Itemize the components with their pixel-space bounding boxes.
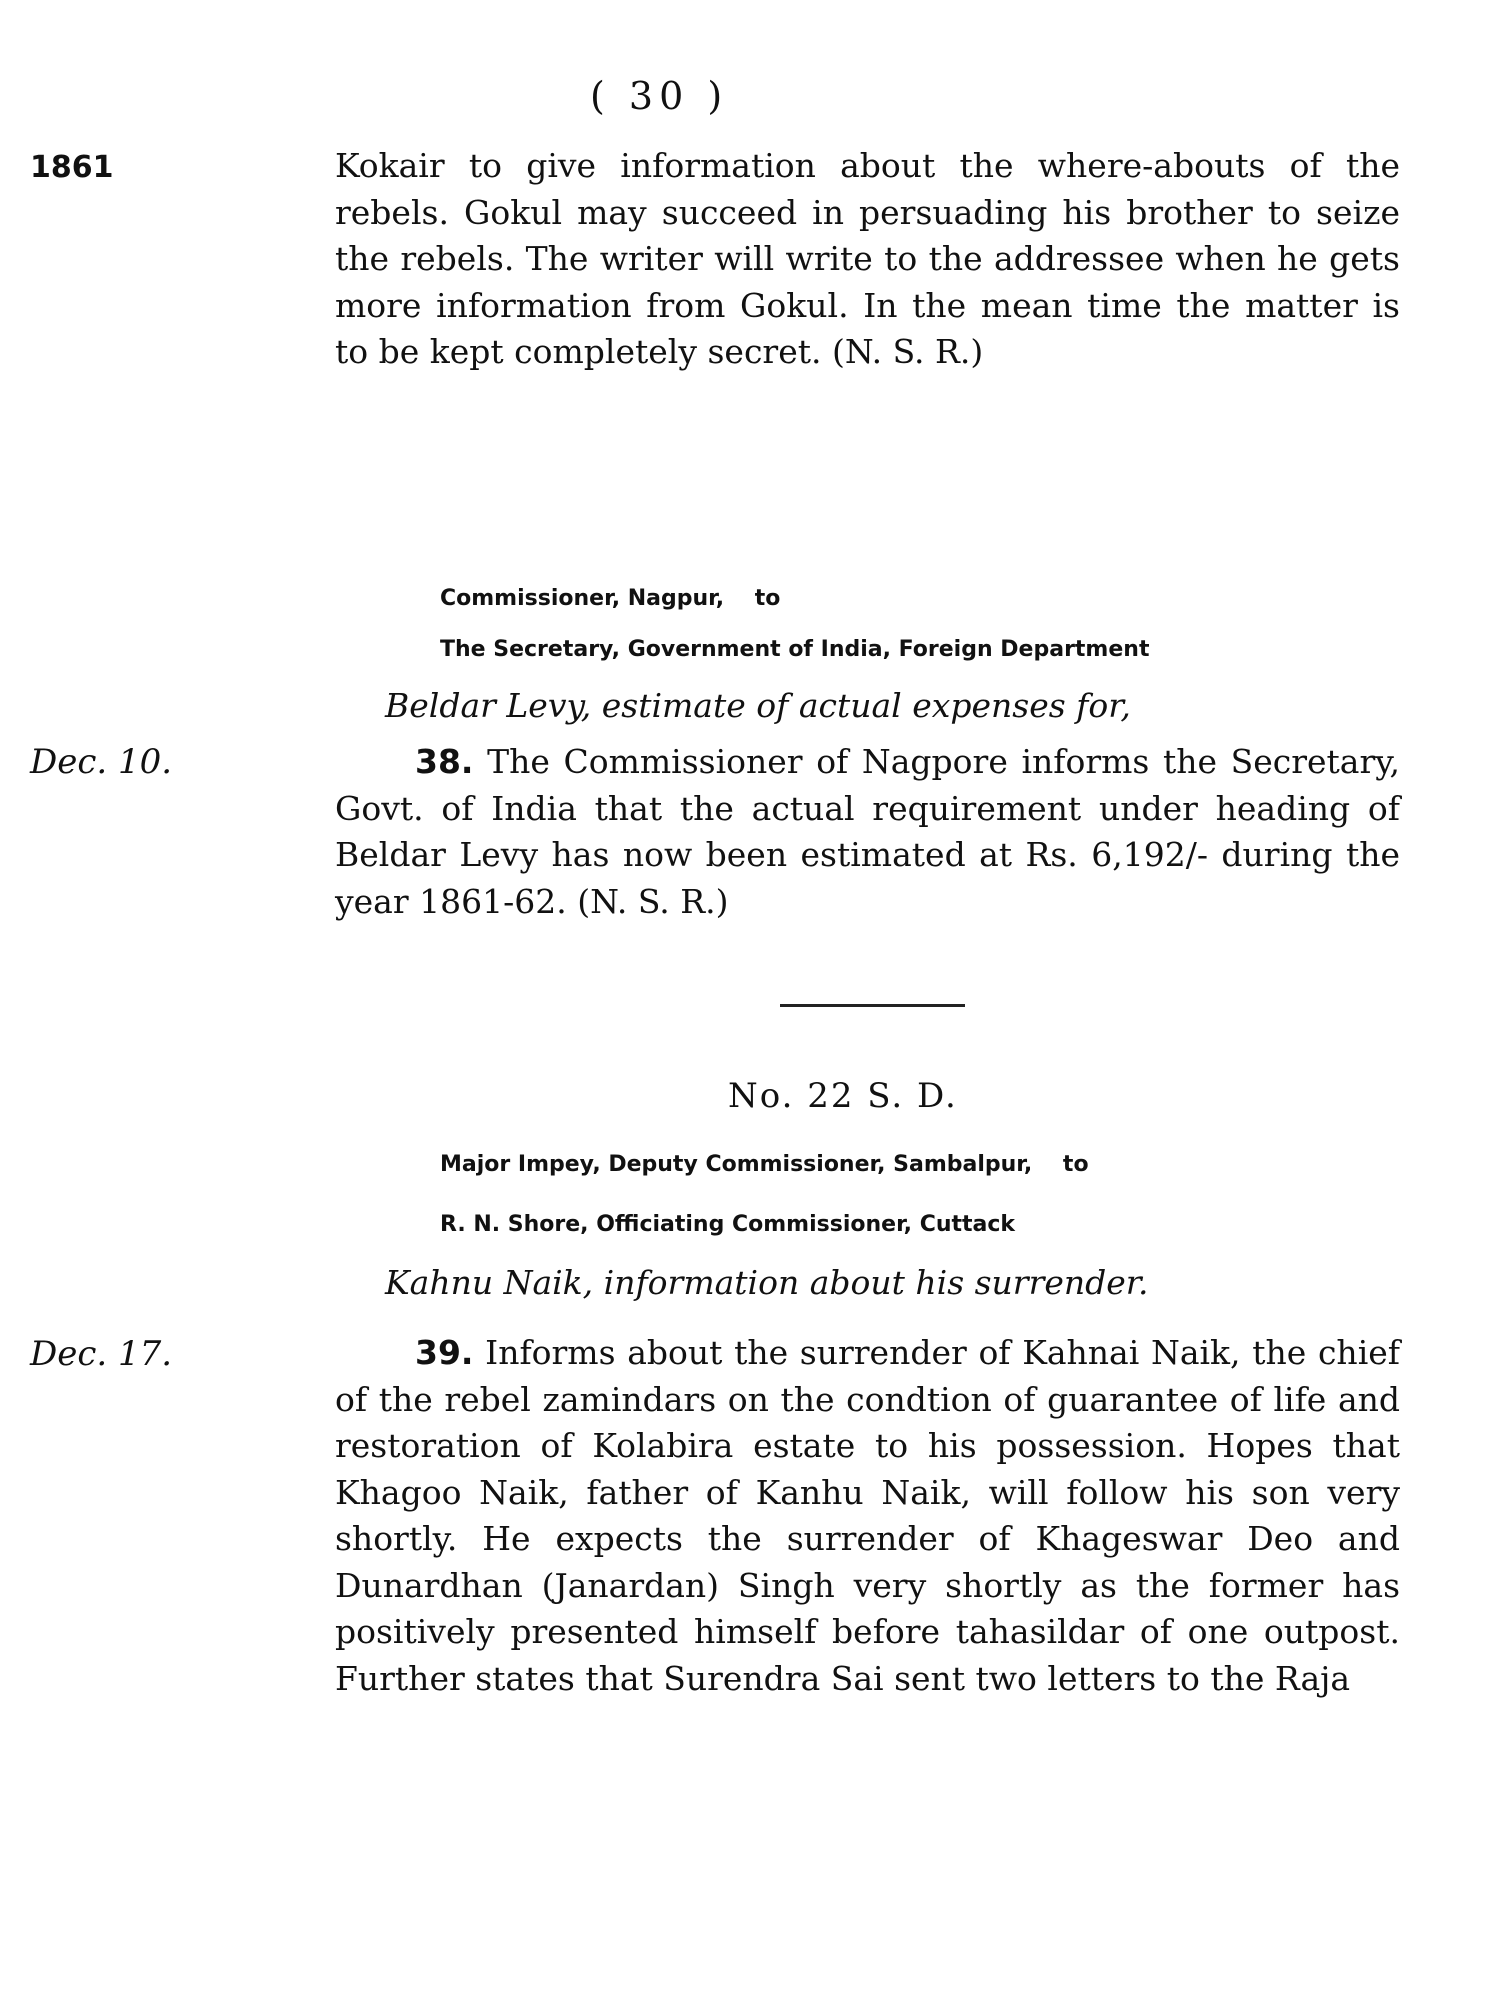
letter-38-body bbox=[335, 739, 1400, 925]
letter-39-body bbox=[335, 1330, 1400, 1702]
letter-38-from-name: Commissioner, Nagpur, bbox=[440, 586, 725, 611]
letter-39-from bbox=[440, 1152, 1089, 1177]
letter-39-text: Informs about the surrender of Kahnai Naik, the chief of the rebel zamindars on the condtion of guarantee of life and restoration of Kolabira estate to his possession. Hopes that Khagoo Naik, father of Kanhu Naik, will follow his son very shortly. He expects the surrender of Khageswar Deo and Dunardhan (Janardan) Singh very shortly as the former has positively presented himself before tahasildar of one outpost. Further states that Surendra Sai sent two letters to the Raja bbox=[335, 1333, 1400, 1698]
letter-38-text: The Commissioner of Nagpore informs the Secretary, Govt. of India that the actual requirement under heading of Beldar Levy has now been estimated at Rs. 6,192/- during the year 1861-62. (N. S. R.) bbox=[335, 742, 1400, 921]
letter-39-number: 39. bbox=[415, 1333, 474, 1372]
letter-39-heading: No. 22 S. D. bbox=[728, 1076, 958, 1116]
previous-entry-text: Kokair to give information about the where-abouts of the rebels. Gokul may succeed in persuading his brother to seize the rebels. The writer will write to the addressee when he gets more information from Gokul. In the mean time the matter is to be kept completely secret. (N. S. R.) bbox=[335, 146, 1400, 371]
section-divider bbox=[780, 1004, 965, 1007]
letter-38-to-word: to bbox=[754, 586, 781, 611]
letter-39-date: Dec. 17. bbox=[30, 1334, 173, 1374]
letter-38-subject: Beldar Levy, estimate of actual expenses for, bbox=[385, 686, 1131, 725]
letter-38-date: Dec. 10. bbox=[30, 742, 173, 782]
letter-38-to: The Secretary, Government of India, Foreign Department bbox=[440, 637, 1150, 662]
letter-38-from bbox=[440, 586, 780, 611]
letter-38-number: 38. bbox=[415, 742, 474, 781]
letter-39-from-name: Major Impey, Deputy Commissioner, Sambalpur, bbox=[440, 1152, 1033, 1177]
year-margin: 1861 bbox=[30, 150, 114, 185]
page-number: ( 30 ) bbox=[590, 74, 729, 118]
letter-39-subject: Kahnu Naik, information about his surrender. bbox=[385, 1263, 1149, 1302]
letter-39-to-word: to bbox=[1062, 1152, 1089, 1177]
letter-39-to: R. N. Shore, Officiating Commissioner, Cuttack bbox=[440, 1212, 1016, 1237]
